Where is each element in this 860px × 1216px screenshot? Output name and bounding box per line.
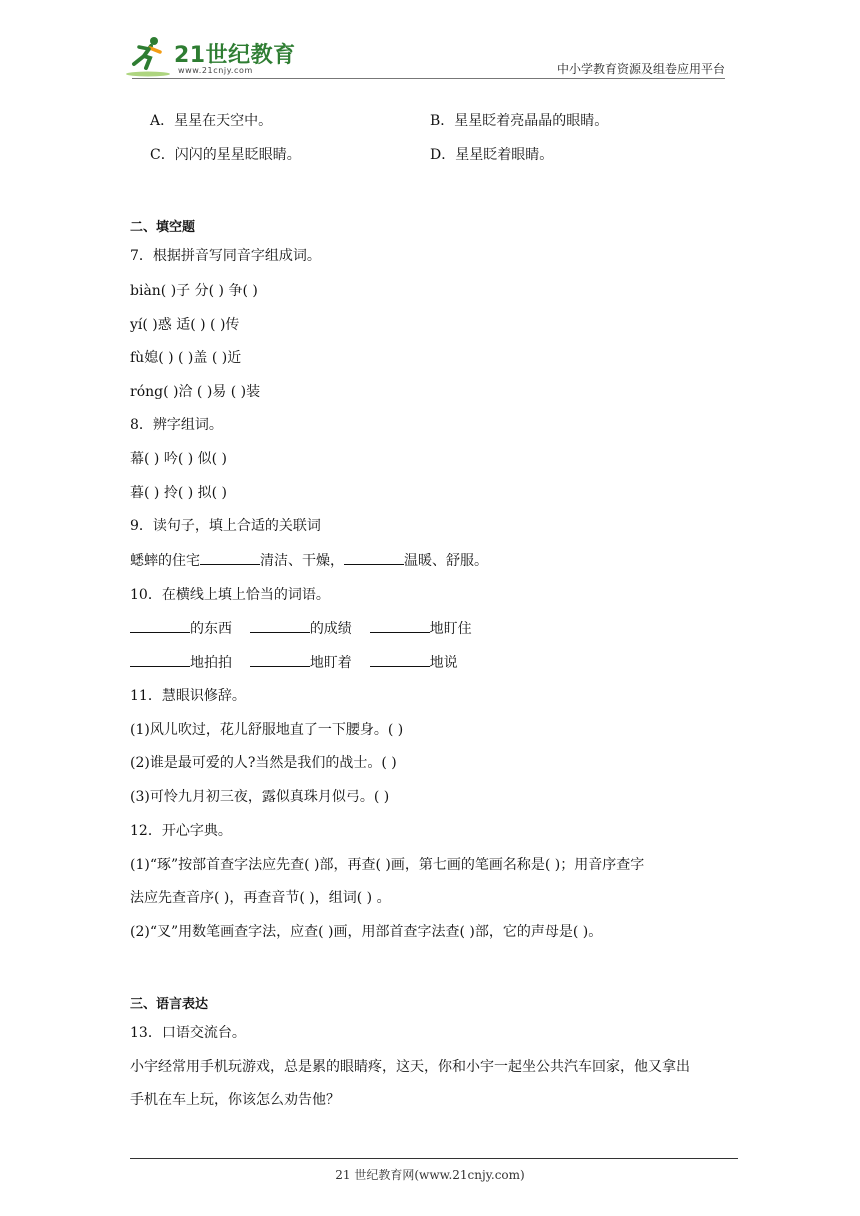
sentence-part: 温暖、舒服。 <box>404 553 488 569</box>
option-d: D．星星眨着眼睛。 <box>430 147 554 163</box>
answer-blank[interactable] <box>130 652 190 667</box>
question-7-line: biàn( )子 分( ) 争( ) <box>130 283 258 299</box>
brand-logo <box>124 34 294 76</box>
question-11-line: (2)谁是最可爱的人?当然是我们的战士。( ) <box>130 755 397 771</box>
phrase-suffix: 地盯住 <box>429 621 472 637</box>
question-10-title-visible: 10．在横线上填上恰当的词语。 <box>130 587 330 603</box>
question-13-title: 13．口语交流台。 <box>130 1025 246 1041</box>
section-title-fill-in: 二、填空题 <box>130 220 196 235</box>
option-a: A．星星在天空中。 <box>150 113 273 129</box>
answer-blank[interactable] <box>250 618 310 633</box>
phrase-suffix: 地说 <box>429 655 458 671</box>
phrase-suffix: 地拍拍 <box>190 655 232 671</box>
phrase-suffix: 地盯着 <box>309 655 352 671</box>
sentence-part: 清洁、干燥， <box>260 553 344 569</box>
phrase-suffix: 的成绩 <box>309 621 352 637</box>
page-footer: 21 世纪教育网(www.21cnjy.com) <box>335 1168 525 1182</box>
question-10-row-b <box>130 652 458 673</box>
logo-url: www.21cnjy.com <box>178 66 253 75</box>
question-8-line: 暮( ) 拎( ) 拟( ) <box>130 485 228 501</box>
question-11-line: (1)风儿吹过，花儿舒服地直了一下腰身。( ) <box>130 722 404 738</box>
question-8-title: 8．辨字组词。 <box>130 417 223 433</box>
question-7-line: fù媳( ) ( )盖 ( )近 <box>130 350 242 366</box>
page-header <box>120 30 735 82</box>
question-7-line: róng( )洽 ( )易 ( )装 <box>130 384 261 400</box>
question-12-line: (2)“叉”用数笔画查字法，应查( )画，用部首查字法查( )部，它的声母是( )。 <box>130 924 603 940</box>
question-12-line: (1)“琢”按部首查字法应先查( )部，再查( )画，第七画的笔画名称是( )；用音序查字 <box>130 857 645 873</box>
question-11-title: 11．慧眼识修辞。 <box>130 688 246 704</box>
question-10-row-a <box>130 618 472 639</box>
question-7-title: 7．根据拼音写同音字组成词。 <box>130 248 321 264</box>
question-9-title: 9．读句子，填上合适的关联词 <box>130 518 321 534</box>
question-13-text: 手机在车上玩，你该怎么劝告他？ <box>130 1092 340 1108</box>
answer-blank[interactable] <box>200 550 260 565</box>
question-13-text: 小宇经常用手机玩游戏，总是累的眼睛疼，这天，你和小宇一起坐公共汽车回家，他又拿出 <box>130 1059 690 1075</box>
answer-blank[interactable] <box>130 618 190 633</box>
phrase-suffix: 的东西 <box>190 621 232 637</box>
header-divider <box>132 78 725 79</box>
answer-blank[interactable] <box>370 652 430 667</box>
question-11-line: (3)可怜九月初三夜，露似真珠月似弓。( ) <box>130 789 390 805</box>
logo-text: 21世纪教育 <box>174 43 296 68</box>
question-7-line: yí( )惑 适( ) ( )传 <box>130 317 240 333</box>
section-title-language: 三、语言表达 <box>130 997 209 1012</box>
running-figure-icon <box>124 34 174 78</box>
question-9-sentence <box>130 550 488 571</box>
answer-blank[interactable] <box>250 652 310 667</box>
footer-divider <box>130 1158 738 1159</box>
option-b: B．星星眨着亮晶晶的眼睛。 <box>430 113 609 129</box>
question-8-line: 幕( ) 吟( ) 似( ) <box>130 451 228 467</box>
question-12-line: 法应先查音序( )，再查音节( )，组词( ) 。 <box>130 890 391 906</box>
question-12-title: 12．开心字典。 <box>130 823 232 839</box>
sentence-part: 蟋蟀的住宅 <box>130 553 200 569</box>
option-c: C．闪闪的星星眨眼睛。 <box>150 147 301 163</box>
platform-title: 中小学教育资源及组卷应用平台 <box>556 62 725 76</box>
answer-blank[interactable] <box>370 618 430 633</box>
answer-blank[interactable] <box>344 550 404 565</box>
